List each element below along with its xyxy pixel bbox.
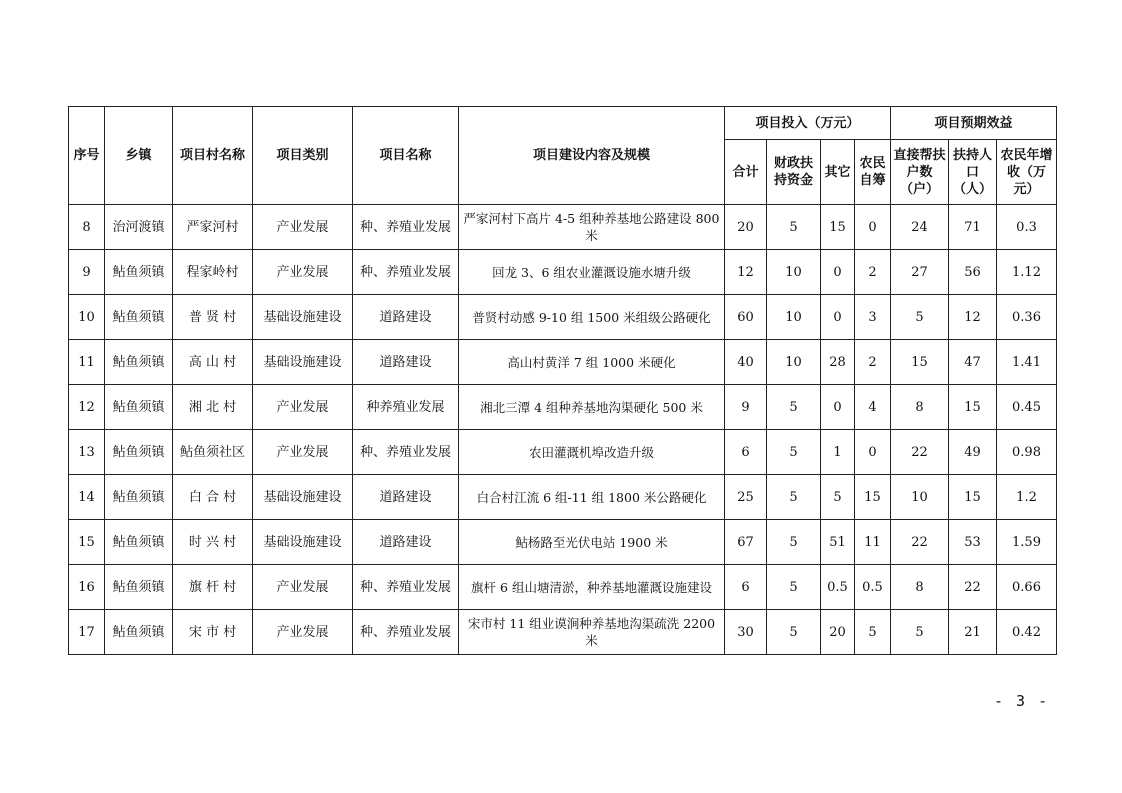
cell-population: 71 <box>949 205 997 250</box>
cell-seq: 16 <box>69 565 105 610</box>
cell-category: 产业发展 <box>253 205 353 250</box>
table-row <box>69 565 1057 610</box>
cell-population: 49 <box>949 430 997 475</box>
cell-project-name: 道路建设 <box>353 520 459 565</box>
cell-fiscal: 10 <box>767 250 821 295</box>
cell-income: 0.98 <box>997 430 1057 475</box>
cell-fiscal: 5 <box>767 385 821 430</box>
header-farmer: 农民自筹 <box>855 140 891 205</box>
cell-category: 产业发展 <box>253 385 353 430</box>
cell-households: 22 <box>891 520 949 565</box>
cell-total: 40 <box>725 340 767 385</box>
cell-fiscal: 5 <box>767 475 821 520</box>
cell-income: 0.66 <box>997 565 1057 610</box>
cell-content: 农田灌溉机埠改造升级 <box>459 430 725 475</box>
cell-project-name: 种、养殖业发展 <box>353 610 459 655</box>
cell-content: 回龙 3、6 组农业灌溉设施水塘升级 <box>459 250 725 295</box>
cell-township: 鲇鱼须镇 <box>105 295 173 340</box>
cell-content: 鲇杨路至光伏电站 1900 米 <box>459 520 725 565</box>
cell-total: 67 <box>725 520 767 565</box>
cell-category: 基础设施建设 <box>253 340 353 385</box>
cell-total: 30 <box>725 610 767 655</box>
header-households: 直接帮扶户数（户） <box>891 140 949 205</box>
cell-seq: 8 <box>69 205 105 250</box>
cell-farmer: 15 <box>855 475 891 520</box>
cell-content: 旗杆 6 组山塘清淤，种养基地灌溉设施建设 <box>459 565 725 610</box>
header-other: 其它 <box>821 140 855 205</box>
cell-other: 51 <box>821 520 855 565</box>
cell-project-name: 种、养殖业发展 <box>353 565 459 610</box>
cell-township: 鲇鱼须镇 <box>105 250 173 295</box>
cell-population: 56 <box>949 250 997 295</box>
cell-population: 53 <box>949 520 997 565</box>
table-row <box>69 610 1057 655</box>
table-row <box>69 430 1057 475</box>
header-content: 项目建设内容及规模 <box>459 107 725 205</box>
cell-farmer: 3 <box>855 295 891 340</box>
cell-township: 鲇鱼须镇 <box>105 385 173 430</box>
cell-village: 鲇鱼须社区 <box>173 430 253 475</box>
cell-total: 60 <box>725 295 767 340</box>
cell-project-name: 种、养殖业发展 <box>353 430 459 475</box>
cell-farmer: 4 <box>855 385 891 430</box>
header-investment-group: 项目投入（万元） <box>725 107 891 140</box>
cell-category: 产业发展 <box>253 430 353 475</box>
cell-village: 宋 市 村 <box>173 610 253 655</box>
cell-township: 鲇鱼须镇 <box>105 475 173 520</box>
cell-income: 1.12 <box>997 250 1057 295</box>
table-body <box>69 205 1057 655</box>
cell-seq: 10 <box>69 295 105 340</box>
cell-fiscal: 5 <box>767 565 821 610</box>
cell-farmer: 0 <box>855 430 891 475</box>
table-row <box>69 295 1057 340</box>
cell-other: 28 <box>821 340 855 385</box>
cell-total: 20 <box>725 205 767 250</box>
table-row <box>69 475 1057 520</box>
cell-category: 产业发展 <box>253 250 353 295</box>
cell-seq: 15 <box>69 520 105 565</box>
cell-other: 0.5 <box>821 565 855 610</box>
cell-project-name: 种养殖业发展 <box>353 385 459 430</box>
cell-income: 0.36 <box>997 295 1057 340</box>
cell-income: 0.45 <box>997 385 1057 430</box>
cell-fiscal: 10 <box>767 295 821 340</box>
cell-fiscal: 10 <box>767 340 821 385</box>
header-fiscal: 财政扶持资金 <box>767 140 821 205</box>
header-village: 项目村名称 <box>173 107 253 205</box>
cell-category: 基础设施建设 <box>253 520 353 565</box>
cell-category: 基础设施建设 <box>253 475 353 520</box>
cell-income: 0.3 <box>997 205 1057 250</box>
cell-other: 15 <box>821 205 855 250</box>
cell-village: 湘 北 村 <box>173 385 253 430</box>
cell-population: 21 <box>949 610 997 655</box>
header-township: 乡镇 <box>105 107 173 205</box>
cell-households: 8 <box>891 565 949 610</box>
cell-seq: 9 <box>69 250 105 295</box>
header-population: 扶持人口（人） <box>949 140 997 205</box>
cell-population: 22 <box>949 565 997 610</box>
cell-households: 22 <box>891 430 949 475</box>
page-number: - 3 - <box>994 692 1050 710</box>
cell-farmer: 5 <box>855 610 891 655</box>
table-row <box>69 385 1057 430</box>
cell-fiscal: 5 <box>767 205 821 250</box>
cell-village: 旗 杆 村 <box>173 565 253 610</box>
cell-income: 1.59 <box>997 520 1057 565</box>
cell-total: 6 <box>725 565 767 610</box>
cell-village: 高 山 村 <box>173 340 253 385</box>
cell-households: 5 <box>891 295 949 340</box>
cell-other: 0 <box>821 250 855 295</box>
cell-total: 25 <box>725 475 767 520</box>
cell-farmer: 2 <box>855 250 891 295</box>
cell-content: 白合村江流 6 组-11 组 1800 米公路硬化 <box>459 475 725 520</box>
table-row <box>69 205 1057 250</box>
cell-township: 治河渡镇 <box>105 205 173 250</box>
cell-content: 高山村黄洋 7 组 1000 米硬化 <box>459 340 725 385</box>
header-project-name: 项目名称 <box>353 107 459 205</box>
cell-farmer: 11 <box>855 520 891 565</box>
cell-seq: 17 <box>69 610 105 655</box>
cell-project-name: 种、养殖业发展 <box>353 250 459 295</box>
cell-households: 24 <box>891 205 949 250</box>
cell-households: 8 <box>891 385 949 430</box>
cell-content: 普贤村动感 9-10 组 1500 米组级公路硬化 <box>459 295 725 340</box>
table-row <box>69 340 1057 385</box>
cell-households: 10 <box>891 475 949 520</box>
cell-content: 严家河村下高片 4-5 组种养基地公路建设 800 米 <box>459 205 725 250</box>
cell-households: 5 <box>891 610 949 655</box>
cell-village: 时 兴 村 <box>173 520 253 565</box>
cell-farmer: 0.5 <box>855 565 891 610</box>
cell-project-name: 道路建设 <box>353 340 459 385</box>
cell-township: 鲇鱼须镇 <box>105 430 173 475</box>
cell-total: 6 <box>725 430 767 475</box>
cell-total: 12 <box>725 250 767 295</box>
cell-population: 47 <box>949 340 997 385</box>
cell-project-name: 道路建设 <box>353 475 459 520</box>
cell-fiscal: 5 <box>767 610 821 655</box>
cell-township: 鲇鱼须镇 <box>105 610 173 655</box>
header-benefit-group: 项目预期效益 <box>891 107 1057 140</box>
cell-township: 鲇鱼须镇 <box>105 520 173 565</box>
cell-other: 0 <box>821 385 855 430</box>
cell-households: 15 <box>891 340 949 385</box>
cell-population: 15 <box>949 385 997 430</box>
cell-population: 15 <box>949 475 997 520</box>
cell-village: 严家河村 <box>173 205 253 250</box>
cell-other: 20 <box>821 610 855 655</box>
cell-content: 宋市村 11 组业谟涧种养基地沟渠疏洗 2200 米 <box>459 610 725 655</box>
cell-seq: 12 <box>69 385 105 430</box>
cell-other: 0 <box>821 295 855 340</box>
cell-other: 1 <box>821 430 855 475</box>
cell-seq: 13 <box>69 430 105 475</box>
cell-income: 1.41 <box>997 340 1057 385</box>
cell-village: 白 合 村 <box>173 475 253 520</box>
cell-category: 基础设施建设 <box>253 295 353 340</box>
cell-fiscal: 5 <box>767 430 821 475</box>
cell-township: 鲇鱼须镇 <box>105 340 173 385</box>
cell-content: 湘北三潭 4 组种养基地沟渠硬化 500 米 <box>459 385 725 430</box>
cell-fiscal: 5 <box>767 520 821 565</box>
cell-category: 产业发展 <box>253 565 353 610</box>
header-total: 合计 <box>725 140 767 205</box>
table-row <box>69 250 1057 295</box>
cell-income: 1.2 <box>997 475 1057 520</box>
cell-township: 鲇鱼须镇 <box>105 565 173 610</box>
cell-households: 27 <box>891 250 949 295</box>
cell-category: 产业发展 <box>253 610 353 655</box>
cell-project-name: 道路建设 <box>353 295 459 340</box>
cell-seq: 14 <box>69 475 105 520</box>
cell-farmer: 2 <box>855 340 891 385</box>
table-row <box>69 520 1057 565</box>
cell-total: 9 <box>725 385 767 430</box>
cell-population: 12 <box>949 295 997 340</box>
cell-seq: 11 <box>69 340 105 385</box>
cell-project-name: 种、养殖业发展 <box>353 205 459 250</box>
header-seq: 序号 <box>69 107 105 205</box>
header-category: 项目类别 <box>253 107 353 205</box>
cell-village: 程家岭村 <box>173 250 253 295</box>
cell-farmer: 0 <box>855 205 891 250</box>
cell-income: 0.42 <box>997 610 1057 655</box>
cell-other: 5 <box>821 475 855 520</box>
cell-village: 普 贤 村 <box>173 295 253 340</box>
project-table <box>68 106 1057 655</box>
header-income: 农民年增收（万元） <box>997 140 1057 205</box>
